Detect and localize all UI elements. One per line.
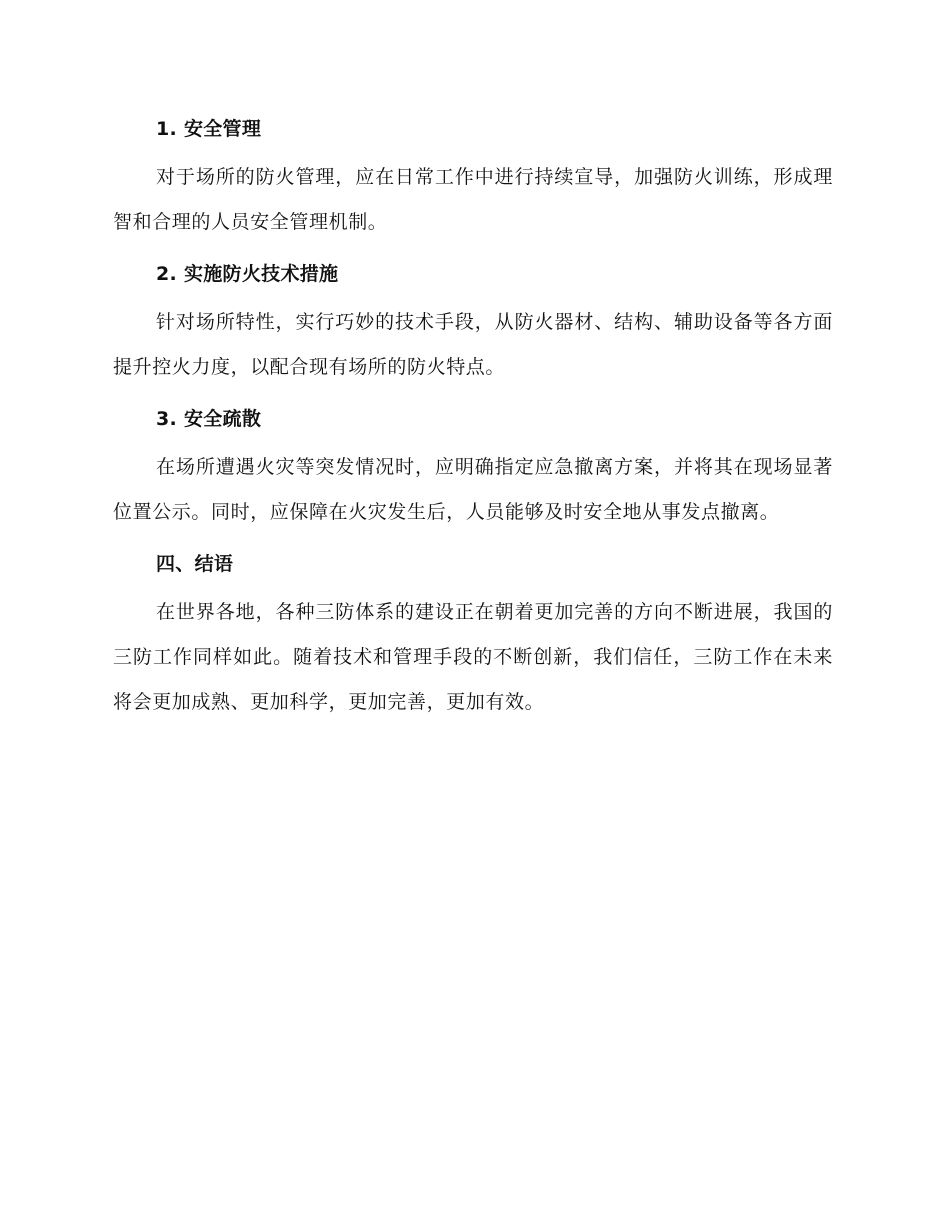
section-paragraph-conclusion: 在世界各地，各种三防体系的建设正在朝着更加完善的方向不断进展，我国的三防工作同样如此。随着技术和管理手段的不断创新，我们信任，三防工作在未来将会更加成熟、更加科学，更加完善，更加有效。 bbox=[113, 601, 833, 713]
section-paragraph-safety-management: 对于场所的防火管理，应在日常工作中进行持续宣导，加强防火训练，形成理智和合理的人员安全管理机制。 bbox=[113, 166, 833, 233]
section-heading-fire-tech-measures: 2. 实施防火技术措施 bbox=[156, 263, 339, 285]
section-heading-safety-management: 1. 安全管理 bbox=[156, 118, 262, 140]
section-paragraph-safe-evacuation: 在场所遭遇火灾等突发情况时，应明确指定应急撤离方案，并将其在现场显著位置公示。同时，应保障在火灾发生后，人员能够及时安全地从事发点撤离。 bbox=[113, 456, 833, 523]
section-heading-conclusion: 四、结语 bbox=[156, 553, 234, 575]
section-heading-safe-evacuation: 3. 安全疏散 bbox=[156, 408, 262, 430]
document-body bbox=[113, 112, 833, 725]
section-paragraph-fire-tech-measures: 针对场所特性，实行巧妙的技术手段，从防火器材、结构、辅助设备等各方面提升控火力度，以配合现有场所的防火特点。 bbox=[113, 311, 833, 378]
